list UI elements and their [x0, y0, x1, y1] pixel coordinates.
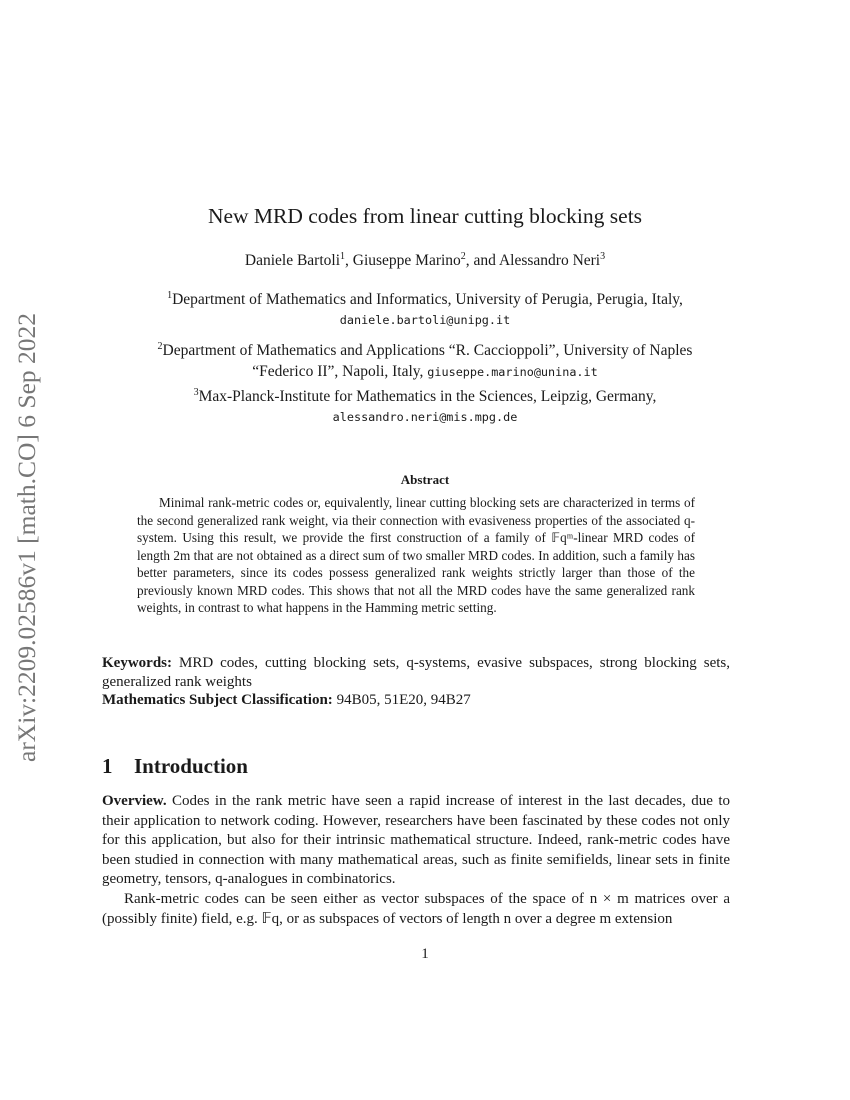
page-number: 1: [421, 946, 429, 962]
paragraph: Rank-metric codes can be seen either as vector subspaces of the space of n × m matrices over a (possibly finite) field, e.g. 𝔽q, or as subspaces of vectors of length n over a degree m extension: [102, 890, 730, 927]
paragraph-label: Overview.: [102, 793, 167, 809]
email: giuseppe.marino@unina.it: [427, 365, 598, 379]
keywords-label: Keywords:: [102, 655, 172, 671]
msc-classification: Mathematics Subject Classification: 94B05, 51E20, 94B27: [102, 692, 471, 708]
author-name: Giuseppe Marino: [352, 252, 461, 269]
author-list: Daniele Bartoli$^1$, Giuseppe Marino$^2$, and Alessandro Neri$^3$: [244, 250, 606, 269]
paper-title: New MRD codes from linear cutting blocking sets: [207, 204, 643, 228]
affiliation-1: $^1$Department of Mathematics and Informatics, University of Perugia, Perugia, Italy, daniele.bartoli@unipg.it: [0, 289, 850, 331]
affiliation-2: $^2$Department of Mathematics and Applications “R. Caccioppoli”, University of Naples “Federico II”, Napoli, Italy, giuseppe.marino@unina.it: [157, 340, 693, 380]
affiliation-mark: 1: [340, 250, 345, 262]
section-heading: [102, 754, 248, 779]
email: alessandro.neri@mis.mpg.de: [332, 410, 518, 424]
section-body: [102, 792, 730, 929]
section-number: 1: [102, 754, 113, 778]
author-name: Alessandro Neri: [498, 252, 601, 269]
author-name: Daniele Bartoli: [244, 252, 340, 269]
affiliation-mark: 2: [460, 250, 466, 262]
paragraph: Overview. Codes in the rank metric have seen a rapid increase of interest in the last decades, due to their application to network coding. However, researchers have been fascinated by these codes not only for this application, but also for their intrinsic mathematical structure. Indeed, rank-metric codes have been studied in connection with many mathematical areas, such as finite semifields, linear sets in finite geometry, tensors, q-analogues in combinatorics.: [102, 793, 730, 888]
msc-label: Mathematics Subject Classification:: [102, 692, 333, 708]
abstract-text: Minimal rank-metric codes or, equivalently, linear cutting blocking sets are characterized in terms of the second generalized rank weight, via their connection with evasiveness properties of the associated q-system. Using this result, we provide the first construction of a family of 𝔽qᵐ-linear MRD codes of length 2m that are not obtained as a direct sum of two smaller MRD codes. In addition, such a family has better parameters, since its codes possess generalized rank weights strictly larger than those of the previously known MRD codes. This shows that not all the MRD codes have the same generalized rank weights, in contrast to what happens in the Hamming metric setting.: [137, 495, 695, 615]
section-title: Introduction: [134, 754, 248, 778]
arxiv-identifier: arXiv:2209.02586v1 [math.CO] 6 Sep 2022: [12, 312, 41, 762]
affiliation-mark: 3: [600, 250, 606, 262]
abstract-heading: Abstract: [400, 472, 450, 487]
email: daniele.bartoli@unipg.it: [339, 313, 511, 327]
keywords: Keywords: MRD codes, cutting blocking sets, q-systems, evasive subspaces, strong blocking sets, generalized rank weights: [102, 655, 730, 690]
affiliation-3: $^3$Max-Planck-Institute for Mathematics in the Sciences, Leipzig, Germany, alessandro.neri@mis.mpg.de: [0, 386, 850, 428]
